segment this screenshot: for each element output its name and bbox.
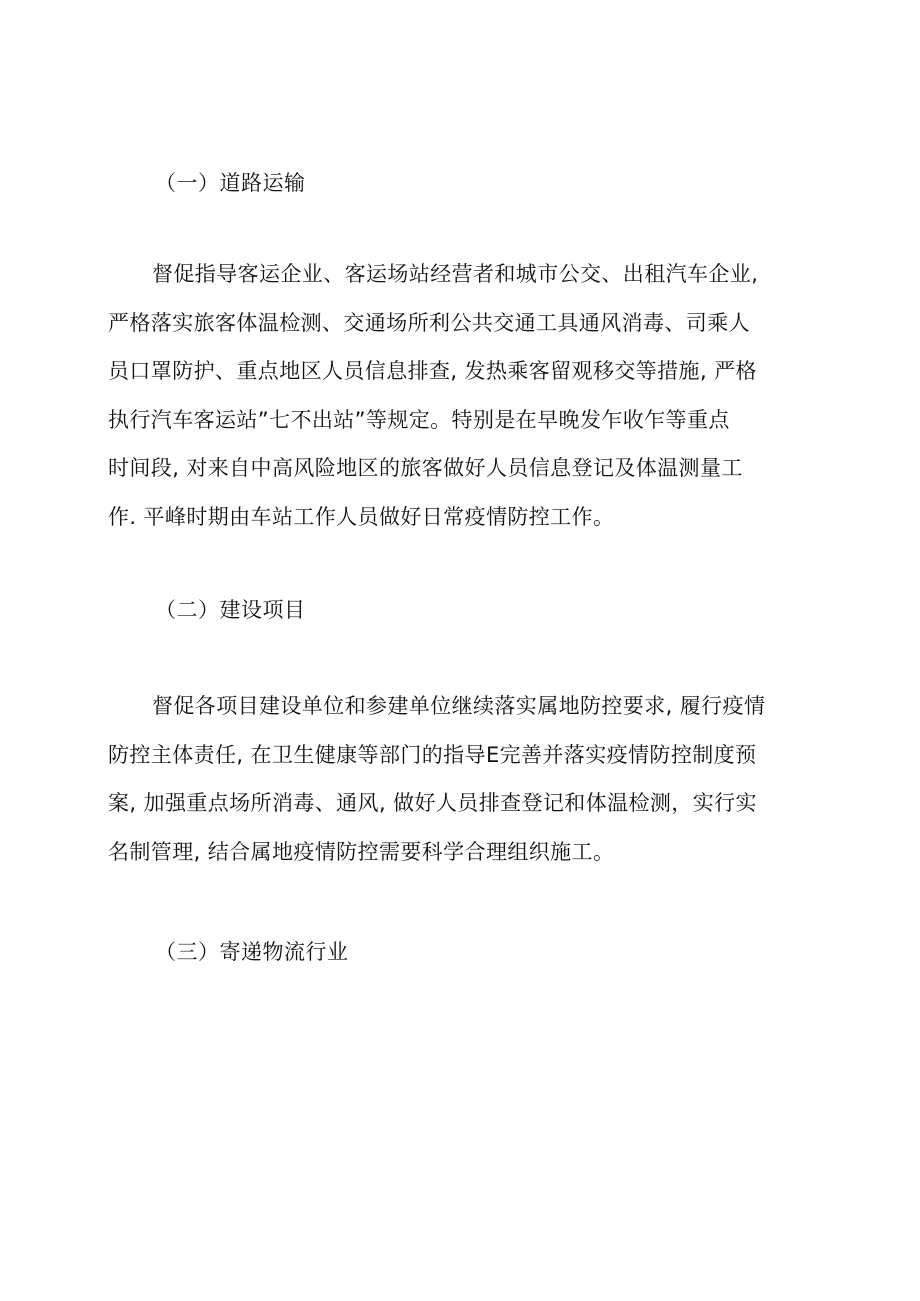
paragraph-line: 严格落实旅客体温检测、交通场所利公共交通工具通风消毒、司乘人 (108, 310, 750, 335)
paragraph-construction-projects (108, 682, 823, 876)
paragraph-line: 名制管理, 结合属地疫情防控需要科学合理组织施工。 (108, 839, 615, 864)
paragraph-line: 时间段, 对来自中高风险地区的旅客做好人员信息登记及体温测量工 (108, 456, 743, 480)
section-heading-delivery-logistics: （三）寄递物流行业 (155, 940, 349, 964)
section-heading-construction-projects: （二）建设项目 (155, 598, 306, 622)
paragraph-line: 防控主体责任, 在卫生健康等部门的指导E完善并落实疫情防控制度预 (108, 742, 757, 767)
paragraph-road-transport (108, 250, 823, 541)
paragraph-line: 作. 平峰时期由车站工作人员做好日常疫情防控工作。 (108, 504, 615, 529)
paragraph-line: 督促指导客运企业、客运场站经营者和城市公交、出租汽车企业, (152, 262, 759, 286)
paragraph-line: 执行汽车客运站”七不出站”等规定。特别是在早晚发乍收乍等重点 (108, 407, 730, 432)
paragraph-line: 案, 加强重点场所消毒、通风, 做好人员排查登记和体温检测，实行实 (108, 791, 757, 815)
paragraph-line: 督促各项目建设单位和参建单位继续落实属地防控要求, 履行疫情 (152, 694, 766, 718)
paragraph-line: 员口罩防护、重点地区人员信息排查, 发热乘客留观移交等措施, 严格 (108, 359, 757, 383)
section-heading-road-transport: （一）道路运输 (155, 171, 306, 195)
